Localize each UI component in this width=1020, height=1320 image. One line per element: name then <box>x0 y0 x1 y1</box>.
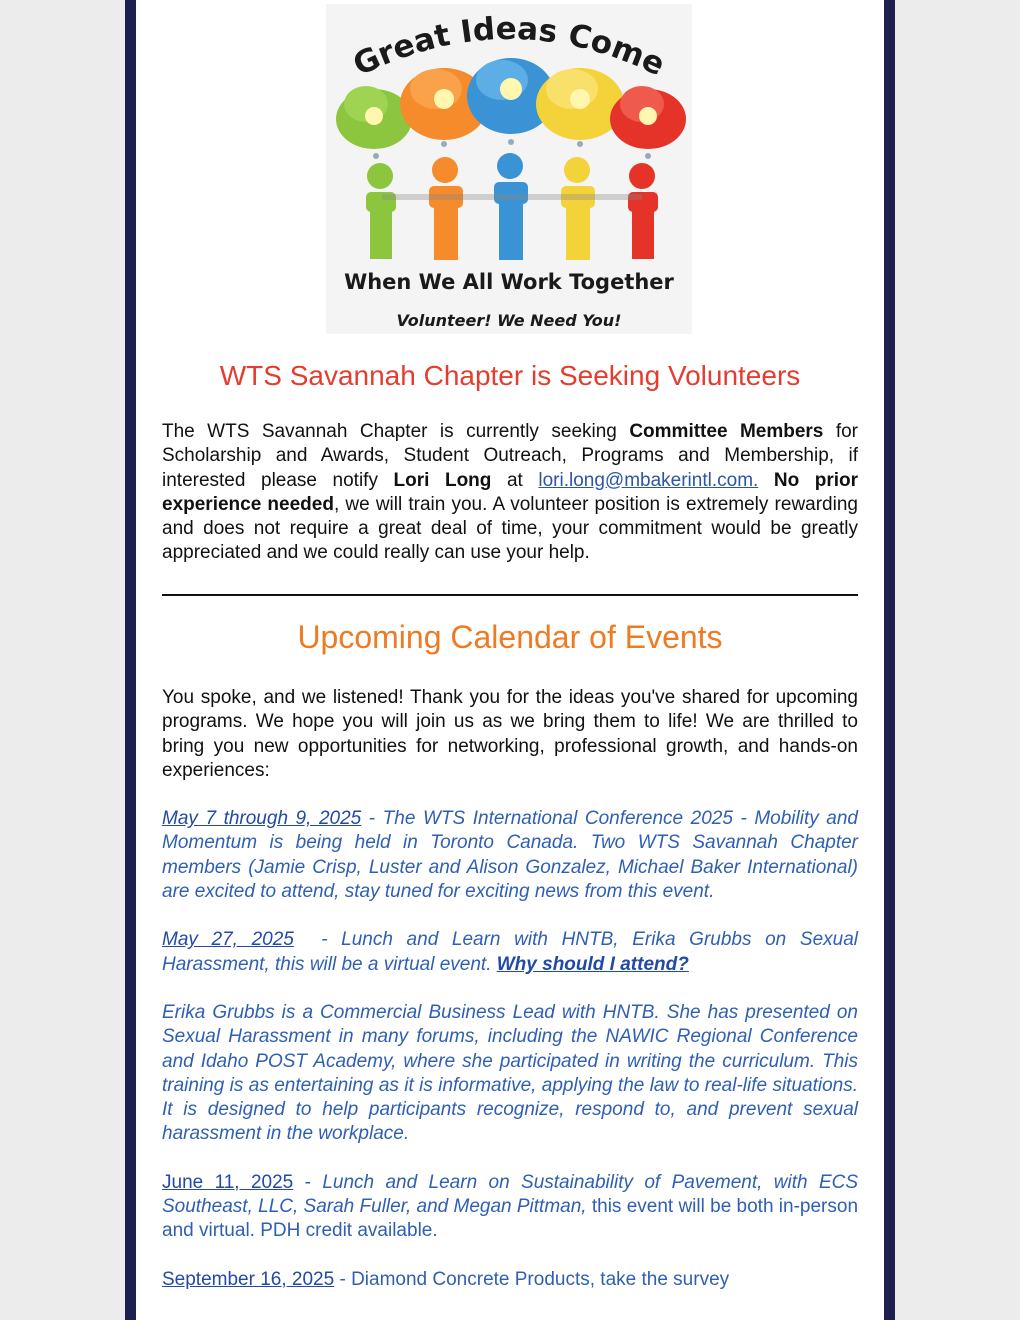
event-4 <box>162 1268 858 1292</box>
event-4-date-link[interactable]: September 16, 2025 <box>162 1268 335 1290</box>
contact-name: Lori Long <box>393 469 492 491</box>
event-3-italic-text: Lunch and Learn on Sustainability of Pavement, with ECS Southeast, LLC, Sarah Fuller, and Megan Pittman, <box>162 1171 859 1218</box>
event-1-text: - The WTS International Conference 2025 - Mobility and Momentum is being held in Toronto Canada. Two WTS Savannah Chapter members (Jamie Crisp, Luster and Alison Gonzalez, Michael Baker International) are excited to attend, stay tuned for exciting news from this event. <box>162 808 858 903</box>
volunteers-section <box>162 360 858 392</box>
event-3-text: this event will be both in-person and virtual. PDH credit available. <box>162 1196 859 1242</box>
calendar-header <box>162 619 858 656</box>
event-4-text: - Diamond Concrete Products, take the survey <box>334 1268 730 1290</box>
event-1 <box>162 807 858 904</box>
calendar-intro: You spoke, and we listened! Thank you for the ideas you've shared for upcoming programs. We hope you will join us as we bring them to life! We are thrilled to bring you new opportunities for networking, professional growth, and hands-on experiences: <box>162 687 858 781</box>
calendar-title: Upcoming Calendar of Events <box>297 619 723 655</box>
event-1-date-link[interactable]: May 7 through 9, 2025 <box>162 808 362 830</box>
team-people-icon <box>366 153 658 260</box>
volunteers-text-3: at <box>491 469 539 491</box>
event-2-text: - Lunch and Learn with HNTB, Erika Grubbs on Sexual Harassment, this will be a virtual event. <box>162 929 864 975</box>
committee-members-label: Committee Members <box>629 421 824 442</box>
volunteers-text-1: The WTS Savannah Chapter is currently seeking <box>162 421 617 442</box>
hero-subtagline: Volunteer! We Need You! <box>396 311 622 330</box>
event-3 <box>162 1171 858 1244</box>
volunteers-title: WTS Savannah Chapter is Seeking Volunteers <box>219 360 801 391</box>
volunteers-body <box>162 420 858 566</box>
why-attend-link[interactable]: Why should I attend? <box>496 953 689 975</box>
hero-headline: Great Ideas Come <box>347 10 671 84</box>
event-2-description: Erika Grubbs is a Commercial Business Lead with HNTB. She has presented on Sexual Harassment in many forums, including the NAWIC Regional Conference and Idaho POST Academy, where she participated in writing the curriculum. This training is as entertaining as it is informative, applying the law to real-life situations. It is designed to help participants recognize, respond to, and prevent sexual harassment in the workplace. <box>162 1001 858 1145</box>
newsletter-card <box>136 0 884 1320</box>
event-2 <box>162 928 864 977</box>
volunteers-text-4: , we will train you. A volunteer position is extremely rewarding and does not require a great deal of time, your commitment would be greatly appreciated and we could really can use your help. <box>162 493 858 564</box>
volunteers-text-2: for Scholarship and Awards, Student Outreach, Programs and Membership, if interested please notify <box>162 421 859 491</box>
event-3-date-link[interactable]: June 11, 2025 <box>162 1171 294 1193</box>
volunteer-hero-image <box>326 4 692 334</box>
volunteers-paragraph <box>162 420 858 566</box>
calendar-body <box>162 686 864 1292</box>
hero-tagline: When We All Work Together <box>344 270 674 294</box>
no-prior-experience-label: No prior experience needed <box>162 469 859 515</box>
contact-email-link[interactable]: lori.long@mbakerintl.com. <box>538 469 759 491</box>
section-divider <box>162 594 858 596</box>
event-3-dash: - <box>293 1171 323 1193</box>
event-2-date-link[interactable]: May 27, 2025 <box>162 929 294 951</box>
